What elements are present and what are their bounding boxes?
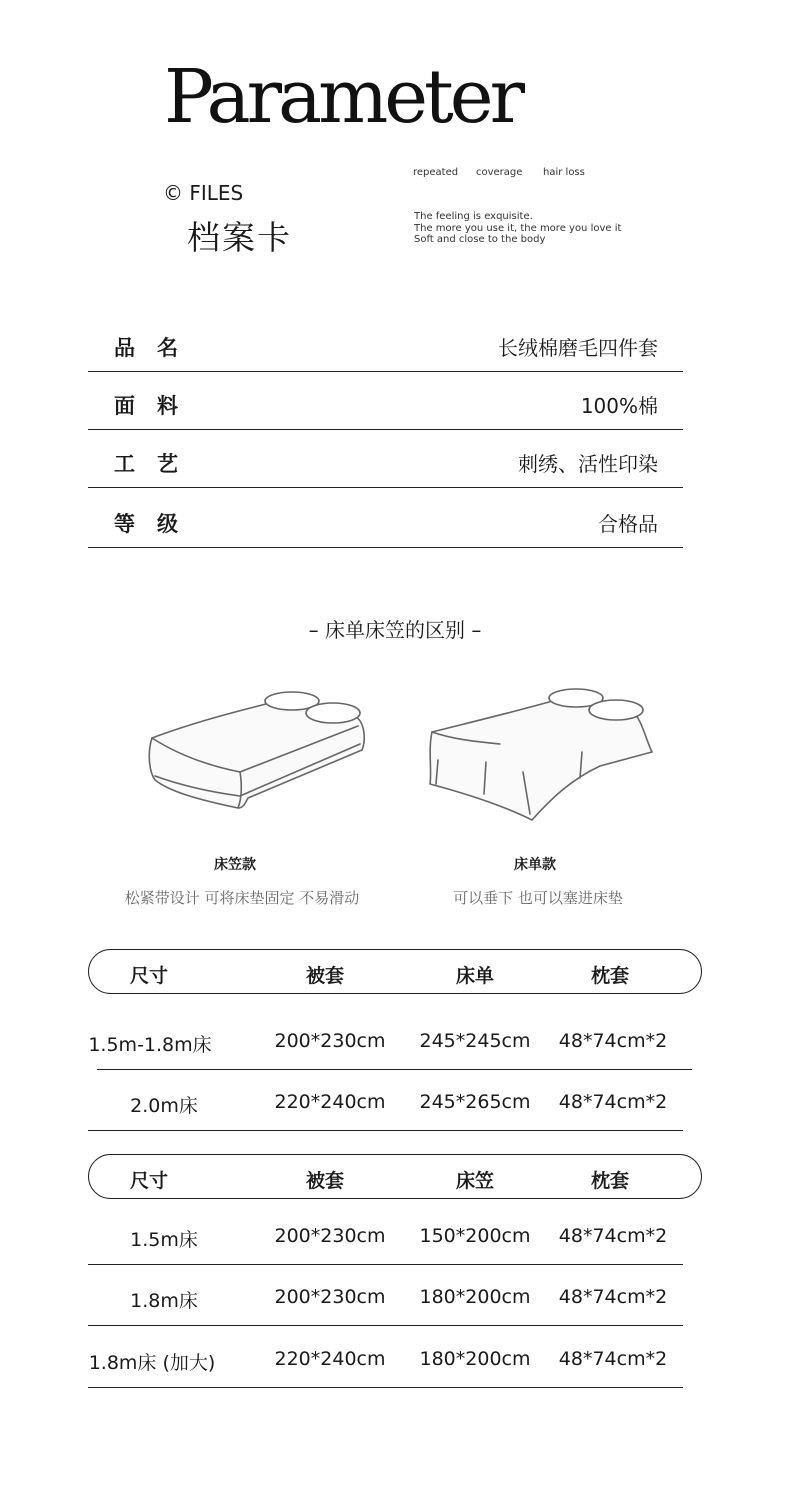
fitted-sheet-illustration	[140, 680, 380, 820]
param-label: 品名	[114, 336, 200, 360]
cell-size: 1.8m床	[130, 1290, 198, 1312]
cell-fitted-sheet: 180*200cm	[419, 1286, 531, 1308]
flat-sheet-desc: 可以垂下 也可以塞进床垫	[453, 889, 623, 907]
cell-pillowcase: 48*74cm*2	[558, 1348, 668, 1370]
header-pillowcase: 枕套	[590, 1170, 629, 1192]
cell-duvet: 200*230cm	[274, 1225, 386, 1247]
cell-sheet: 245*265cm	[419, 1091, 531, 1113]
param-row-craft	[88, 430, 683, 488]
table-row	[88, 1204, 683, 1265]
param-label: 等级	[114, 512, 200, 536]
cell-pillowcase: 48*74cm*2	[558, 1030, 668, 1052]
cell-duvet: 200*230cm	[274, 1286, 386, 1308]
cell-pillowcase: 48*74cm*2	[558, 1225, 668, 1247]
files-cn-label: 档案卡	[187, 218, 292, 257]
cell-size: 1.5m床	[130, 1229, 198, 1251]
cell-size: 1.5m-1.8m床	[88, 1034, 212, 1056]
param-value: 刺绣、活性印染	[518, 452, 658, 476]
header-sheet: 床单	[455, 965, 494, 987]
cell-duvet: 220*240cm	[274, 1348, 386, 1370]
cell-pillowcase: 48*74cm*2	[558, 1286, 668, 1308]
cell-sheet: 245*245cm	[419, 1030, 531, 1052]
param-value: 合格品	[598, 512, 658, 536]
files-label: © FILES	[163, 181, 244, 205]
cell-duvet: 200*230cm	[274, 1030, 386, 1052]
feeling-line: Soft and close to the body	[414, 234, 546, 245]
header-pillowcase: 枕套	[590, 965, 629, 987]
header-duvet: 被套	[305, 1170, 344, 1192]
cell-fitted-sheet: 180*200cm	[419, 1348, 531, 1370]
param-row-fabric	[88, 372, 683, 430]
page-title: Parameter	[164, 54, 521, 140]
section-title: – 床单床笠的区别 –	[308, 618, 482, 642]
table-row	[88, 1009, 692, 1070]
table2-header	[88, 1154, 702, 1199]
feeling-line: The more you use it, the more you love it	[414, 222, 622, 234]
cell-size: 1.8m床 (加大)	[88, 1352, 216, 1374]
header-size: 尺寸	[129, 1170, 168, 1192]
cell-pillowcase: 48*74cm*2	[558, 1091, 668, 1113]
tag-repeated: repeated	[413, 167, 459, 178]
flat-sheet-label: 床单款	[514, 857, 556, 873]
param-label: 工艺	[114, 452, 200, 476]
fitted-sheet-label: 床笠款	[214, 857, 256, 873]
param-row-name	[88, 314, 683, 372]
param-value: 100%棉	[580, 394, 658, 418]
param-label: 面料	[114, 394, 200, 418]
feeling-line: The feeling is exquisite.	[414, 211, 533, 222]
table-row	[88, 1327, 683, 1388]
feeling-text	[414, 211, 621, 246]
table1-header	[88, 949, 702, 994]
cell-size: 2.0m床	[130, 1095, 198, 1117]
param-row-grade	[88, 490, 683, 548]
param-value: 长绒棉磨毛四件套	[498, 336, 658, 360]
table-row	[88, 1265, 683, 1326]
tag-hair-loss: hair loss	[543, 167, 585, 178]
tag-coverage: coverage	[476, 167, 523, 178]
flat-sheet-illustration	[420, 680, 660, 825]
cell-fitted-sheet: 150*200cm	[419, 1225, 531, 1247]
header-fitted-sheet: 床笠	[455, 1170, 494, 1192]
fitted-sheet-desc: 松紧带设计 可将床垫固定 不易滑动	[124, 889, 360, 907]
table-row	[88, 1070, 683, 1131]
header-size: 尺寸	[129, 965, 168, 987]
cell-duvet: 220*240cm	[274, 1091, 386, 1113]
header-duvet: 被套	[305, 965, 344, 987]
